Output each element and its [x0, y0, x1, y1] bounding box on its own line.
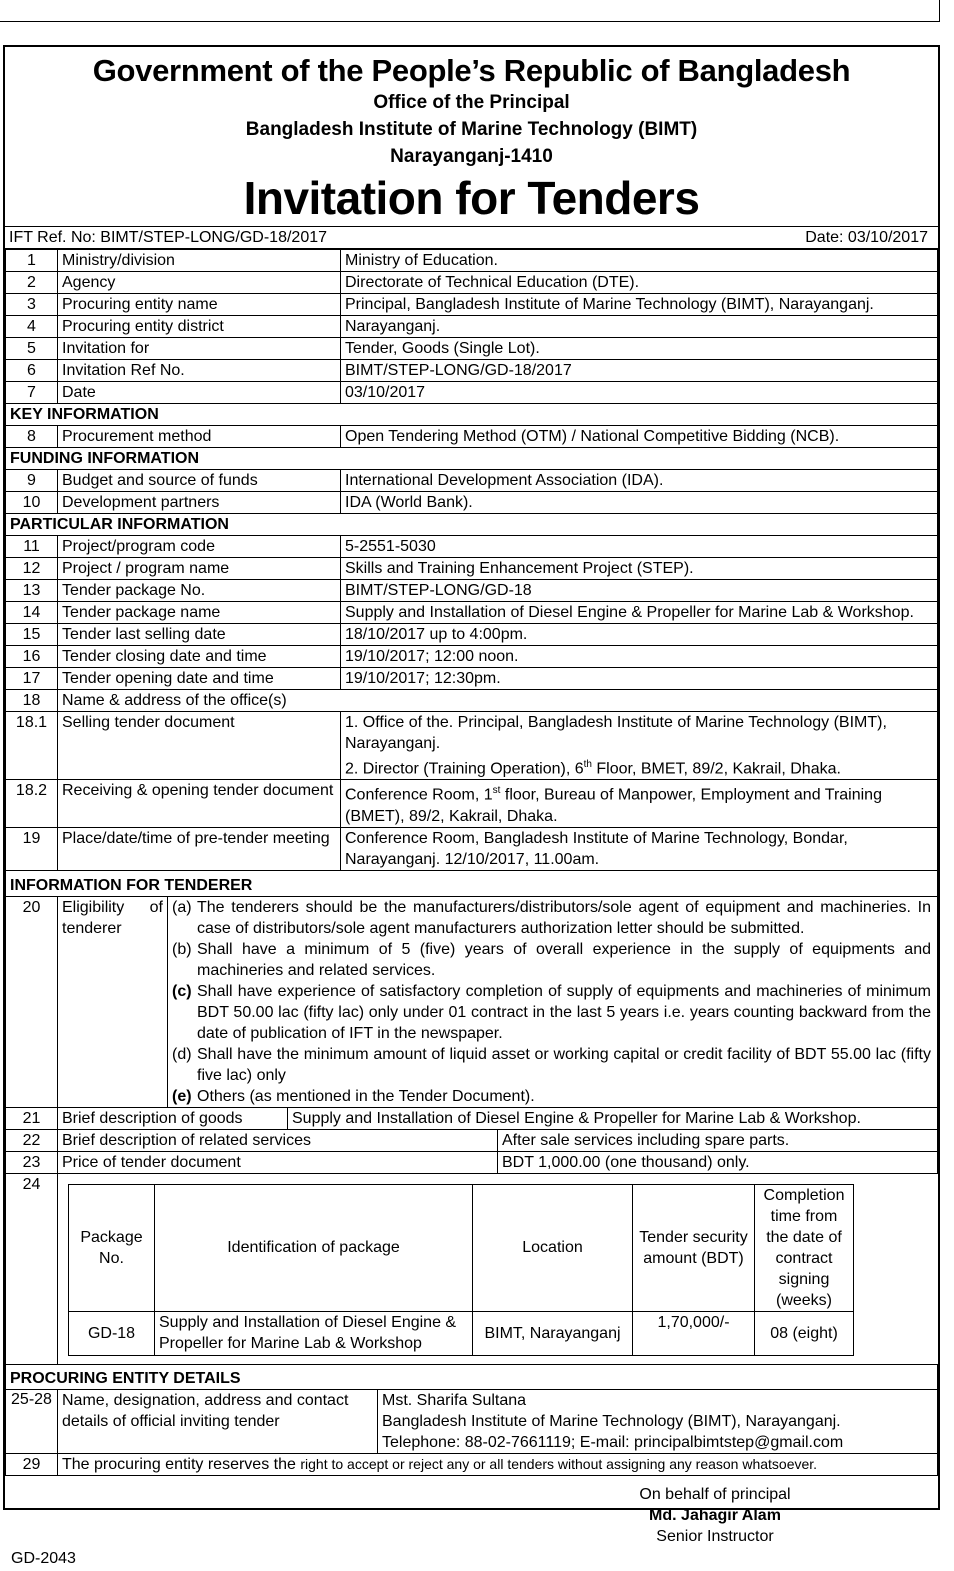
- table-row: [6, 780, 938, 827]
- text: right to accept or reject any or all tenders without assigning any reason whatsoever.: [300, 1455, 818, 1472]
- row-label: Agency: [58, 272, 341, 294]
- row-label: Price of tender document: [58, 1151, 498, 1173]
- row-label: Project/program code: [58, 536, 341, 558]
- row-number: 18.2: [6, 780, 58, 827]
- row-value: 19/10/2017; 12:00 noon.: [341, 646, 938, 668]
- row-value: [341, 712, 938, 780]
- header-completion: Completion time from the date of contract signing (weeks): [755, 1184, 854, 1311]
- eligibility-table: [5, 896, 938, 1108]
- row-label: Place/date/time of pre-tender meeting: [58, 827, 341, 870]
- row-number: 7: [6, 382, 58, 404]
- superscript: th: [583, 759, 592, 770]
- section-heading-particular: PARTICULAR INFORMATION: [6, 514, 938, 536]
- eligibility-item: [172, 1086, 931, 1107]
- row-value: Directorate of Technical Education (DTE).: [341, 272, 938, 294]
- section-heading-tenderer: INFORMATION FOR TENDERER: [6, 870, 938, 896]
- row-label: Tender last selling date: [58, 624, 341, 646]
- tender-notice: [3, 45, 940, 1567]
- row-label: Brief description of goods: [58, 1107, 288, 1129]
- superscript: st: [492, 785, 501, 797]
- signatory-name: Md. Jahagir Alam: [649, 1506, 781, 1524]
- package-completion: 08 (eight): [755, 1311, 854, 1355]
- item-key: (b): [172, 940, 192, 958]
- row-number: 9: [6, 470, 58, 492]
- package-header-row: [69, 1184, 854, 1311]
- package-no: GD-18: [69, 1311, 155, 1355]
- signatory-designation: Senior Instructor: [656, 1527, 774, 1545]
- row-number: 2: [6, 272, 58, 294]
- row-number: 4: [6, 316, 58, 338]
- row-number: 11: [6, 536, 58, 558]
- table-row: [6, 1173, 939, 1364]
- row-number: 5: [6, 338, 58, 360]
- row-number: 3: [6, 294, 58, 316]
- row-value: Conference Room, Bangladesh Institute of Marine Technology, Bondar, Narayanganj. 12/10/2017, 11.00am.: [341, 827, 938, 870]
- row-value: Ministry of Education.: [341, 250, 938, 272]
- row-label: Tender closing date and time: [58, 646, 341, 668]
- official-address: Bangladesh Institute of Marine Technology (BIMT), Narayanganj.: [382, 1412, 841, 1430]
- text: Conference Room, 1: [345, 786, 493, 804]
- official-name: Mst. Sharifa Sultana: [382, 1391, 527, 1409]
- row-value: [378, 1389, 938, 1453]
- row-label: Eligibility of tenderer: [58, 896, 168, 1107]
- address-line: 1. Office of the. Principal, Bangladesh Institute of Marine Technology (BIMT), Narayanganj.: [345, 714, 887, 752]
- table-row: [6, 646, 938, 668]
- eligibility-item: [172, 1044, 931, 1086]
- table-row: [6, 294, 938, 316]
- row-label: Name & address of the office(s): [58, 690, 938, 712]
- row-label: Ministry/division: [58, 250, 341, 272]
- eligibility-item: [172, 981, 931, 1044]
- table-row: [6, 580, 938, 602]
- row-number: 21: [6, 1107, 58, 1129]
- row-label: Invitation Ref No.: [58, 360, 341, 382]
- table-row: [6, 492, 938, 514]
- table-row: [6, 360, 938, 382]
- section-heading-entity: PROCURING ENTITY DETAILS: [6, 1364, 938, 1389]
- row-number: 23: [6, 1151, 58, 1173]
- table-row: [6, 1389, 938, 1453]
- row-number: 10: [6, 492, 58, 514]
- row-number: 6: [6, 360, 58, 382]
- table-row: [6, 250, 938, 272]
- item-key: (c): [172, 982, 192, 1000]
- row-label: Project / program name: [58, 558, 341, 580]
- row-value: Supply and Installation of Diesel Engine & Propeller for Marine Lab & Workshop.: [288, 1107, 938, 1129]
- header-identification: Identification of package: [155, 1184, 473, 1311]
- row-value: 5-2551-5030: [341, 536, 938, 558]
- package-table: [5, 1173, 938, 1365]
- row-label: Tender package No.: [58, 580, 341, 602]
- text: Floor, BMET, 89/2, Kakrail, Dhaka.: [591, 760, 841, 778]
- behalf-text: On behalf of principal: [639, 1485, 791, 1503]
- row-number: 1: [6, 250, 58, 272]
- item-text: The tenderers should be the manufacturers/distributors/sole agent of equipment and machineries. In case of distributors/sole agent manufacturers authorization letter should be submitted.: [197, 898, 931, 937]
- row-value: After sale services including spare parts.: [498, 1129, 938, 1151]
- package-data-row: [69, 1311, 854, 1355]
- row-number: 22: [6, 1129, 58, 1151]
- official-contact: Telephone: 88-02-7661119; E-mail: principalbimtstep@gmail.com: [382, 1433, 844, 1451]
- table-row: [6, 668, 938, 690]
- package-cell: [58, 1173, 939, 1364]
- row-number: 17: [6, 668, 58, 690]
- package-identification: Supply and Installation of Diesel Engine & Propeller for Marine Lab & Workshop: [155, 1311, 473, 1355]
- table-row: [6, 426, 938, 448]
- services-table: [5, 1129, 938, 1174]
- text: 2. Director (Training Operation), 6: [345, 760, 584, 778]
- table-row: [6, 1129, 938, 1151]
- top-rule: [0, 0, 940, 22]
- row-value: 03/10/2017: [341, 382, 938, 404]
- government-title: Government of the People’s Republic of Bangladesh: [92, 53, 851, 88]
- row-value: Narayanganj.: [341, 316, 938, 338]
- row-label: Procurement method: [58, 426, 341, 448]
- eligibility-item: [172, 939, 931, 981]
- text: The procuring entity reserves the: [62, 1455, 301, 1473]
- item-key: (d): [172, 1045, 192, 1063]
- table-row: [6, 1151, 938, 1173]
- row-value: IDA (World Bank).: [341, 492, 938, 514]
- item-text: Shall have the minimum amount of liquid asset or working capital or credit facility of BDT 55.00 lac (fifty five lac) only: [197, 1045, 931, 1084]
- ref-line: [5, 226, 938, 249]
- item-text: Shall have a minimum of 5 (five) years of overall experience in the supply of equipments and machineries and related services.: [197, 940, 931, 979]
- eligibility-list: [168, 896, 938, 1107]
- table-row: [6, 558, 938, 580]
- row-number: 12: [6, 558, 58, 580]
- row-label: Name, designation, address and contact details of official inviting tender: [58, 1389, 378, 1453]
- table-row: [6, 896, 938, 1107]
- row-value: International Development Association (IDA).: [341, 470, 938, 492]
- footer: [5, 1476, 938, 1571]
- row-value: Principal, Bangladesh Institute of Marine Technology (BIMT), Narayanganj.: [341, 294, 938, 316]
- row-number: 18: [6, 690, 58, 712]
- row-label: Receiving & opening tender document: [58, 780, 341, 827]
- item-text: Shall have experience of satisfactory completion of supply of equipments and machineries of minimum BDT 50.00 lac (fifty lac) only under 01 contract in the last 5 years i.e. years counting backward from the date of publication of IFT in the newspaper.: [197, 982, 931, 1042]
- package-location: BIMT, Narayanganj: [473, 1311, 633, 1355]
- ift-date: Date: 03/10/2017: [805, 229, 928, 246]
- row-number: 15: [6, 624, 58, 646]
- row-value: 19/10/2017; 12:30pm.: [341, 668, 938, 690]
- row-label: Selling tender document: [58, 712, 341, 780]
- row-value: 18/10/2017 up to 4:00pm.: [341, 624, 938, 646]
- row-number: 14: [6, 602, 58, 624]
- table-row: [6, 624, 938, 646]
- package-inner-table: [68, 1184, 854, 1356]
- row-label: Tender package name: [58, 602, 341, 624]
- signature-block: [635, 1484, 795, 1547]
- item-key: (a): [172, 898, 192, 916]
- office-title: Office of the Principal: [373, 92, 570, 113]
- row-number: 16: [6, 646, 58, 668]
- row-number: 24: [6, 1173, 58, 1364]
- table-row: [6, 712, 938, 780]
- header-package-no: Package No.: [69, 1184, 155, 1311]
- row-number: 19: [6, 827, 58, 870]
- row-value: Supply and Installation of Diesel Engine & Propeller for Marine Lab & Workshop.: [341, 602, 938, 624]
- row-value: Skills and Training Enhancement Project (STEP).: [341, 558, 938, 580]
- row-number: 18.1: [6, 712, 58, 780]
- table-row: [6, 1453, 938, 1475]
- row-value: BDT 1,000.00 (one thousand) only.: [498, 1151, 938, 1173]
- row-value: BIMT/STEP-LONG/GD-18/2017: [341, 360, 938, 382]
- table-row: [6, 470, 938, 492]
- item-text: Others (as mentioned in the Tender Document).: [197, 1087, 535, 1105]
- row-value: [58, 1453, 938, 1475]
- row-value: BIMT/STEP-LONG/GD-18: [341, 580, 938, 602]
- table-row: [6, 602, 938, 624]
- row-number: 13: [6, 580, 58, 602]
- header-security: Tender security amount (BDT): [633, 1184, 755, 1311]
- goods-table: [5, 1107, 938, 1130]
- row-value: Tender, Goods (Single Lot).: [341, 338, 938, 360]
- section-heading-funding: FUNDING INFORMATION: [6, 448, 938, 470]
- row-label: Invitation for: [58, 338, 341, 360]
- table-row: [6, 316, 938, 338]
- ift-ref: IFT Ref. No: BIMT/STEP-LONG/GD-18/2017: [9, 229, 328, 246]
- row-number: 8: [6, 426, 58, 448]
- notice-code: GD-2043: [11, 1549, 76, 1567]
- row-label: Brief description of related services: [58, 1129, 498, 1151]
- address-line: [345, 754, 933, 779]
- section-heading-key: KEY INFORMATION: [6, 404, 938, 426]
- package-security: 1,70,000/-: [633, 1311, 755, 1355]
- table-row: [6, 536, 938, 558]
- text: floor, Bureau of Manpower, Employment and Training (BMET), 89/2, Kakrail, Dhaka.: [345, 786, 882, 825]
- table-row: [6, 690, 938, 712]
- row-label: Budget and source of funds: [58, 470, 341, 492]
- row-number: 25-28: [6, 1389, 58, 1453]
- row-value: [341, 780, 938, 827]
- row-label: Procuring entity district: [58, 316, 341, 338]
- row-value: Open Tendering Method (OTM) / National Competitive Bidding (NCB).: [341, 426, 938, 448]
- row-label: Tender opening date and time: [58, 668, 341, 690]
- table-row: [6, 382, 938, 404]
- table-row: [6, 1107, 938, 1129]
- header-location: Location: [473, 1184, 633, 1311]
- table-row: [6, 827, 938, 870]
- institute-title: Bangladesh Institute of Marine Technology (BIMT): [245, 119, 698, 140]
- table-row: [6, 272, 938, 294]
- table-row: [6, 338, 938, 360]
- row-label: Procuring entity name: [58, 294, 341, 316]
- row-label: Date: [58, 382, 341, 404]
- eligibility-item: [172, 897, 931, 939]
- item-key: (e): [172, 1087, 192, 1105]
- row-number: 20: [6, 896, 58, 1107]
- city-title: Narayanganj-1410: [390, 146, 553, 167]
- row-number: 29: [6, 1453, 58, 1475]
- notice-header: [5, 47, 938, 226]
- main-table: [5, 249, 938, 897]
- entity-table: [5, 1364, 938, 1476]
- row-label: Development partners: [58, 492, 341, 514]
- page-title: Invitation for Tenders: [243, 172, 700, 224]
